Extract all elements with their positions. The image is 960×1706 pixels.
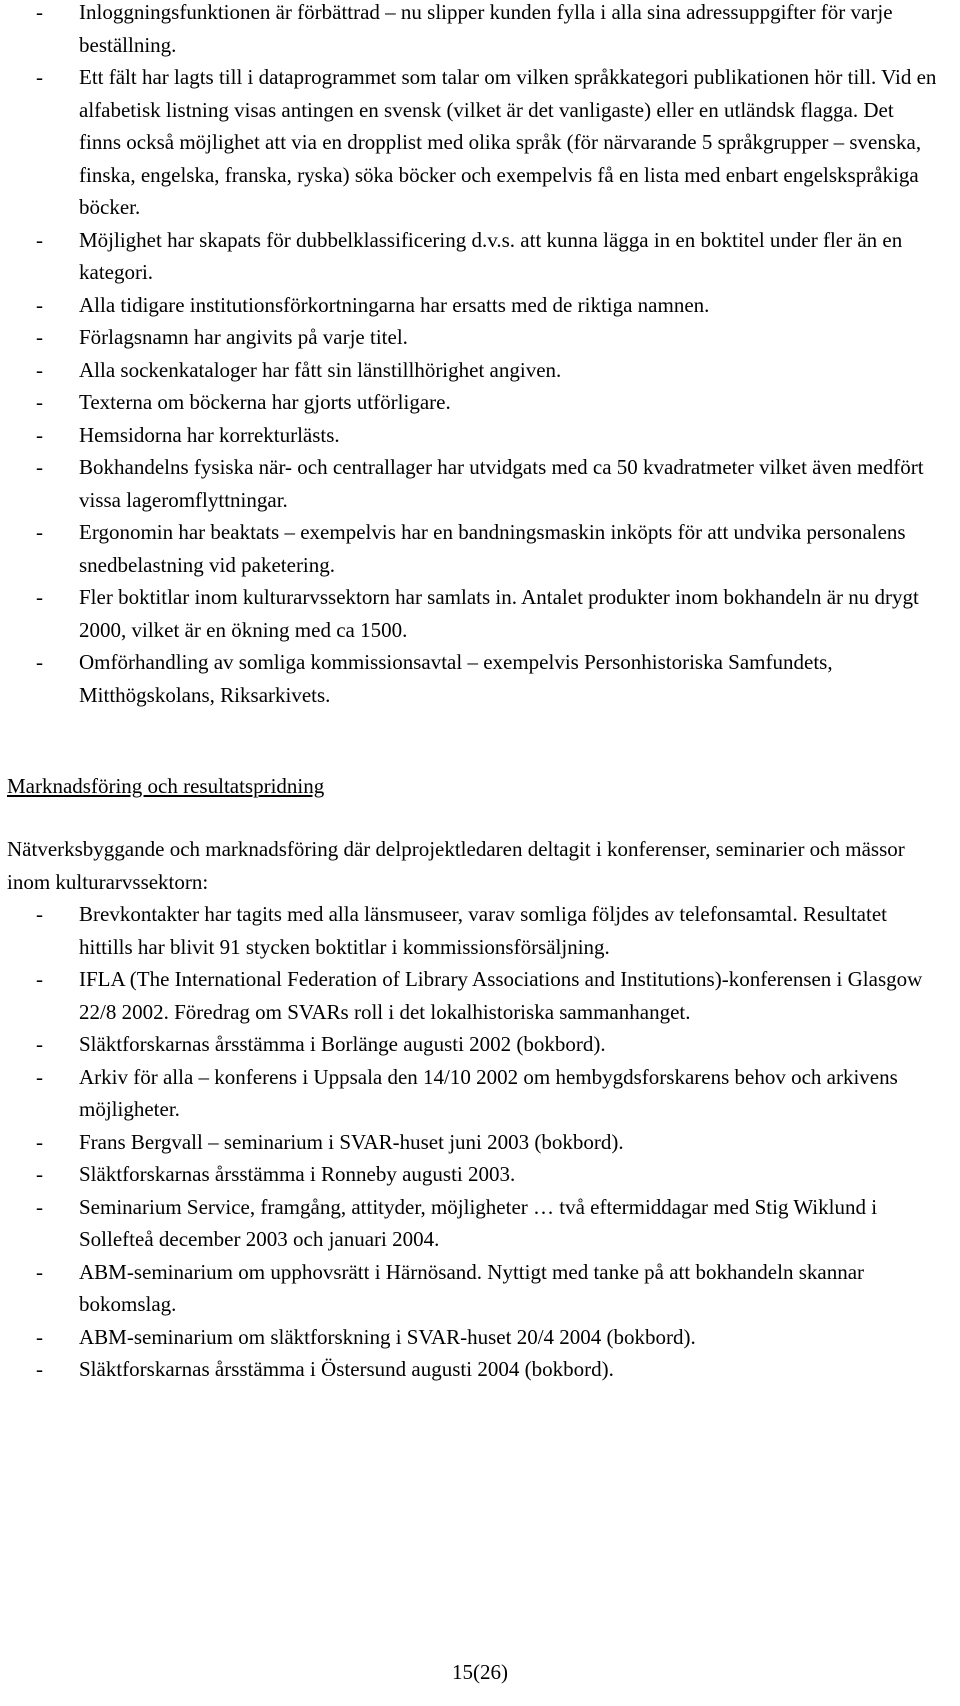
list-item: - Texterna om böckerna har gjorts utförligare. bbox=[36, 390, 451, 414]
intro-paragraph: Nätverksbyggande och marknadsföring där delprojektledaren deltagit i konferenser, seminarier och mässor inom kulturarvssektorn: bbox=[7, 837, 905, 894]
list-item: - Seminarium Service, framgång, attityder, möjligheter … två eftermiddagar med Stig Wiklund i Sollefteå december 2003 och januari 2004. bbox=[36, 1194, 878, 1251]
list-item: - IFLA (The International Federation of Library Associations and Institutions)-konferensen i Glasgow 22/8 2002. Föredrag om SVARs roll i det lokalhistoriska sammanhanget. bbox=[36, 967, 923, 1024]
events-list bbox=[0, 898, 960, 1386]
list-item: - ABM-seminarium om släktforskning i SVAR-huset 20/4 2004 (bokbord). bbox=[36, 1324, 696, 1349]
list-item: - Bokhandelns fysiska när- och centrallager har utvidgats med ca 50 kvadratmeter vilket även medfört vissa lageromflyttningar. bbox=[36, 455, 924, 512]
list-item: - Släktforskarnas årsstämma i Ronneby augusti 2003. bbox=[36, 1162, 516, 1186]
list-item: - Hemsidorna har korrekturlästs. bbox=[36, 422, 340, 447]
list-item: - Ett fält har lagts till i dataprogrammet som talar om vilken språkkategori publikationen hör till. Vid en alfabetisk listning visas antingen en svensk (vilket är det vanligaste) eller en utländsk flagga. Det finns också möjlighet att via en dropplist med olika språk (för närvarande 5 språkgrupper – svenska, finska, engelska, franska, ryska) söka böcker och exempelvis få en lista med enbart engelskspråkiga böcker. bbox=[36, 65, 937, 219]
list-item: - Fler boktitlar inom kulturarvssektorn har samlats in. Antalet produkter inom bokhandeln är nu drygt 2000, vilket är en ökning med ca 1500. bbox=[36, 585, 919, 642]
list-item: - Förlagsnamn har angivits på varje titel. bbox=[36, 325, 408, 349]
improvements-list bbox=[0, 0, 960, 711]
list-item: - Släktforskarnas årsstämma i Borlänge augusti 2002 (bokbord). bbox=[36, 1032, 606, 1056]
list-item: - Arkiv för alla – konferens i Uppsala den 14/10 2002 om hembygdsforskarens behov och arkivens möjligheter. bbox=[36, 1064, 898, 1121]
list-item: - Släktforskarnas årsstämma i Östersund augusti 2004 (bokbord). bbox=[36, 1357, 614, 1381]
list-item: - ABM-seminarium om upphovsrätt i Härnösand. Nyttigt med tanke på att bokhandeln skannar bokomslag. bbox=[36, 1259, 865, 1316]
list-item: - Omförhandling av somliga kommissionsavtal – exempelvis Personhistoriska Samfundets, Mitthögskolans, Riksarkivets. bbox=[36, 650, 833, 707]
list-item: - Ergonomin har beaktats – exempelvis har en bandningsmaskin inköpts för att undvika personalens snedbelastning vid paketering. bbox=[36, 520, 906, 577]
list-item: - Frans Bergvall – seminarium i SVAR-huset juni 2003 (bokbord). bbox=[36, 1129, 624, 1154]
list-item: - Alla tidigare institutionsförkortningarna har ersatts med de riktiga namnen. bbox=[36, 292, 710, 317]
list-item: - Möjlighet har skapats för dubbelklassificering d.v.s. att kunna lägga in en boktitel under fler än en kategori. bbox=[36, 227, 903, 284]
list-item: - Brevkontakter har tagits med alla länsmuseer, varav somliga följdes av telefonsamtal. Resultatet hittills har blivit 91 stycken boktitlar i kommissionsförsäljning. bbox=[36, 902, 887, 959]
list-item: - Alla sockenkataloger har fått sin länstillhörighet angiven. bbox=[36, 357, 562, 382]
section-heading: Marknadsföring och resultatspridning bbox=[7, 774, 325, 798]
list-item: - Inloggningsfunktionen är förbättrad – nu slipper kunden fylla i alla sina adressuppgifter för varje beställning. bbox=[36, 0, 893, 57]
page-number: 15(26) bbox=[452, 1660, 508, 1684]
